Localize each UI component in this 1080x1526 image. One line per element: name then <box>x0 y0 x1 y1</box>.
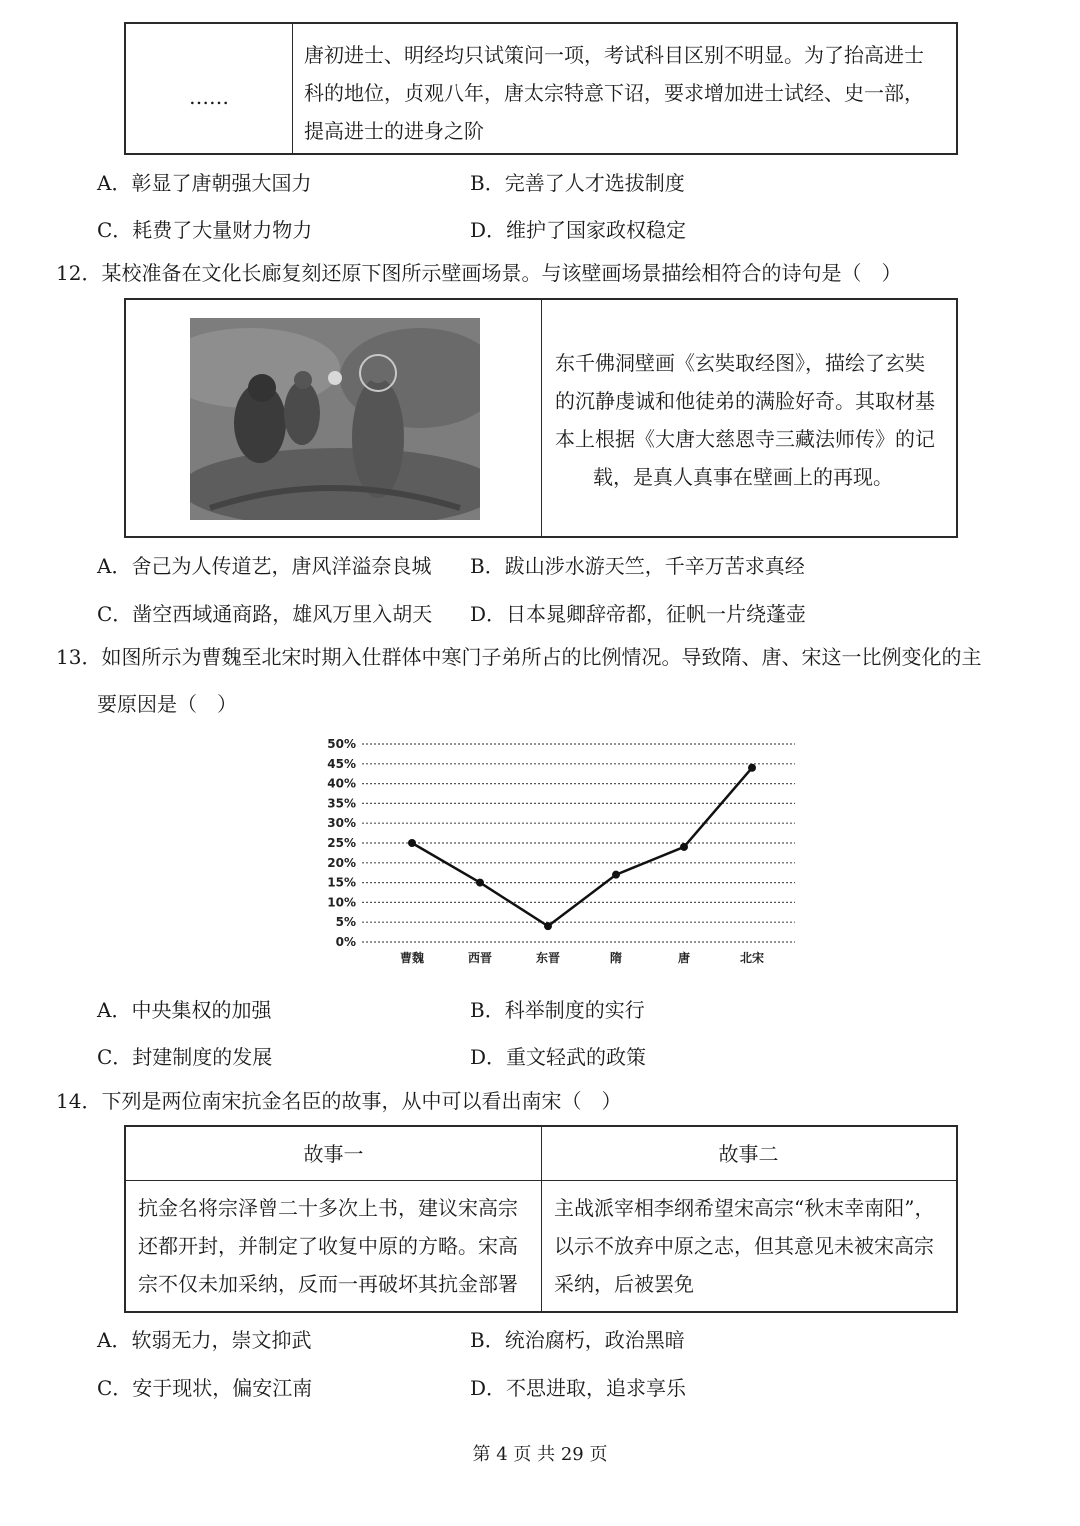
q12-option-b[interactable]: B．跋山涉水游天竺，千辛万苦求真经 <box>470 554 805 578</box>
y-tick-label: 5% <box>335 915 356 930</box>
q11-table-right-line-3: 提高进士的进身之阶 <box>304 119 484 143</box>
data-point <box>408 839 416 847</box>
q14-story-2-line-2: 以示不放弃中原之志，但其意见未被宋高宗 <box>554 1234 934 1258</box>
data-point <box>612 871 620 879</box>
q13-option-d[interactable]: D．重文轻武的政策 <box>470 1045 647 1069</box>
q11-option-d[interactable]: D．维护了国家政权稳定 <box>470 218 687 242</box>
q14-table <box>124 1125 958 1313</box>
q14-header-story-1: 故事一 <box>303 1142 364 1166</box>
y-tick-label: 40% <box>327 776 356 791</box>
q14-header-story-2: 故事二 <box>718 1142 779 1166</box>
x-tick-label: 隋 <box>609 951 623 965</box>
q12-option-c[interactable]: C．凿空西域通商路，雄风万里入胡天 <box>97 602 433 626</box>
x-tick-label: 北宋 <box>739 951 765 965</box>
q11-table-right-line-1: 唐初进士、明经均只试策问一项，考试科目区别不明显。为了抬高进士 <box>304 43 924 67</box>
q13-option-a[interactable]: A．中央集权的加强 <box>97 998 272 1022</box>
q11-option-b[interactable]: B．完善了人才选拔制度 <box>470 171 685 195</box>
q14-table-header-rule <box>126 1180 956 1181</box>
q12-caption-line-1: 东千佛洞壁画《玄奘取经图》，描绘了玄奘 <box>555 351 925 375</box>
y-tick-label: 10% <box>327 895 356 910</box>
q11-table-left-cell: …… <box>189 85 229 109</box>
q11-table-right-line-2: 科的地位，贞观八年，唐太宗特意下诏，要求增加进士试经、史一部， <box>304 81 924 105</box>
q12-option-a[interactable]: A．舍己为人传道艺，唐风洋溢奈良城 <box>97 554 432 578</box>
q12-caption-line-4: 载，是真人真事在壁画上的再现。 <box>593 465 893 489</box>
data-point <box>544 922 552 930</box>
q11-option-a[interactable]: A．彰显了唐朝强大国力 <box>97 171 312 195</box>
y-tick-label: 0% <box>335 935 356 949</box>
q12-stem: 12．某校准备在文化长廊复刻还原下图所示壁画场景。与该壁画场景描绘相符合的诗句是（ ） <box>56 261 902 285</box>
y-tick-label: 35% <box>327 796 356 811</box>
page-number-footer: 第 4 页 共 29 页 <box>472 1444 608 1465</box>
q13-stem-line-2: 要原因是（ ） <box>97 692 237 716</box>
q14-option-a[interactable]: A．软弱无力，崇文抑武 <box>97 1328 312 1352</box>
x-tick-label: 唐 <box>677 951 691 965</box>
q12-option-d[interactable]: D．日本晁卿辞帝都，征帆一片绕蓬壶 <box>470 602 807 626</box>
xuanzang-mural-image <box>190 318 480 520</box>
q14-story-1-line-2: 还都开封，并制定了收复中原的方略。宋高 <box>138 1234 518 1258</box>
q14-story-2-line-3: 采纳，后被罢免 <box>554 1272 694 1296</box>
q14-stem: 14．下列是两位南宋抗金名臣的故事，从中可以看出南宋（ ） <box>56 1089 622 1113</box>
q12-table-divider <box>541 300 542 536</box>
q14-story-2-line-1: 主战派宰相李纲希望宋高宗“秋末幸南阳”， <box>554 1196 935 1220</box>
q13-option-b[interactable]: B．科举制度的实行 <box>470 998 645 1022</box>
q14-option-b[interactable]: B．统治腐朽，政治黑暗 <box>470 1328 685 1352</box>
q13-line-chart <box>320 730 800 980</box>
x-tick-label: 曹魏 <box>399 951 425 965</box>
x-tick-label: 东晋 <box>535 951 561 965</box>
q12-caption-line-3: 本上根据《大唐大慈恩寺三藏法师传》的记 <box>555 427 935 451</box>
data-point <box>476 879 484 887</box>
q12-caption-line-2: 的沉静虔诚和他徒弟的满脸好奇。其取材基 <box>555 389 935 413</box>
q11-option-c[interactable]: C．耗费了大量财力物力 <box>97 218 313 242</box>
q14-story-1-line-3: 宗不仅未加采纳，反而一再破坏其抗金部署 <box>138 1272 518 1296</box>
q11-table-divider <box>292 24 293 153</box>
q14-option-c[interactable]: C．安于现状，偏安江南 <box>97 1376 313 1400</box>
q13-stem-line-1: 13．如图所示为曹魏至北宋时期入仕群体中寒门子弟所占的比例情况。导致隋、唐、宋这一比例变化的主 <box>56 645 982 669</box>
y-tick-label: 15% <box>327 875 356 890</box>
y-tick-label: 30% <box>327 816 356 831</box>
q14-option-d[interactable]: D．不思进取，追求享乐 <box>470 1376 687 1400</box>
y-tick-label: 20% <box>327 855 356 870</box>
data-point <box>680 843 688 851</box>
x-tick-label: 西晋 <box>467 951 493 965</box>
q14-story-1-line-1: 抗金名将宗泽曾二十多次上书，建议宋高宗 <box>138 1196 518 1220</box>
data-point <box>748 764 756 772</box>
y-tick-label: 25% <box>327 836 356 850</box>
y-tick-label: 50% <box>327 737 356 751</box>
y-tick-label: 45% <box>327 756 356 771</box>
q11-table <box>124 22 958 155</box>
q13-option-c[interactable]: C．封建制度的发展 <box>97 1045 273 1069</box>
